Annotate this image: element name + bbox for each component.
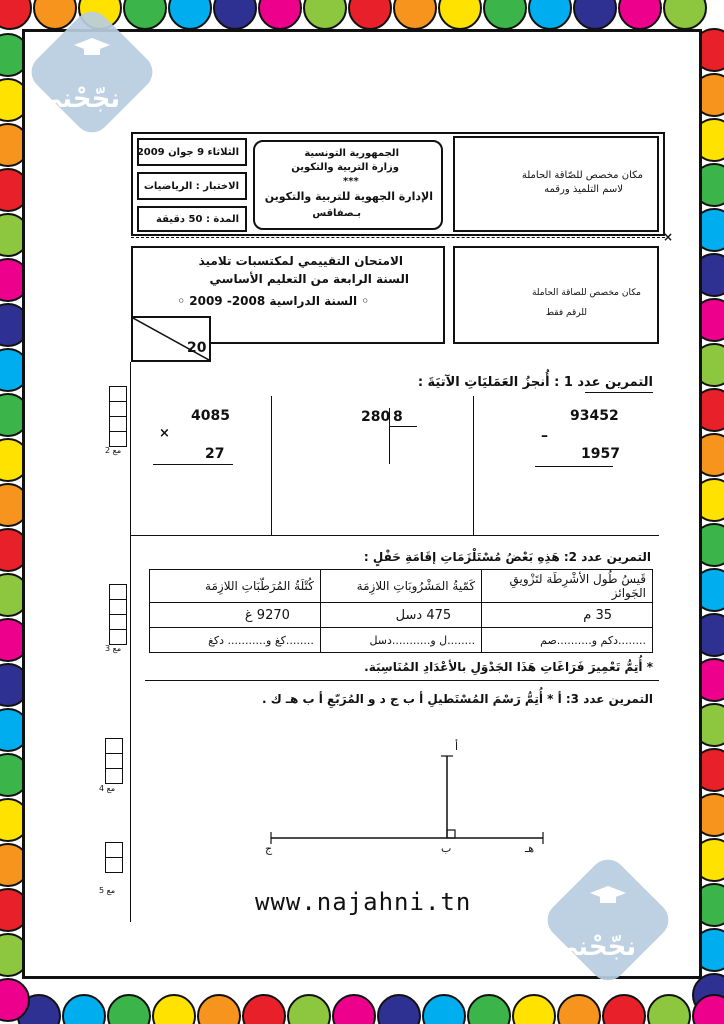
title-line2: السنة الرابعة من التعليم الأساسي <box>209 272 409 286</box>
border-dot <box>484 0 526 29</box>
website-url[interactable]: www.najahni.tn <box>255 888 472 916</box>
border-dot <box>529 0 571 29</box>
exercise1-underline <box>585 392 653 393</box>
border-dot <box>394 0 436 29</box>
subject-box <box>137 172 247 200</box>
border-dot <box>169 0 211 29</box>
border-dot <box>603 995 645 1024</box>
logo-text-bottom: نجّحْني <box>552 932 637 962</box>
table-row <box>150 628 653 653</box>
table-header-row <box>150 570 653 603</box>
border-dot <box>108 995 150 1024</box>
title-line3: ◦ السنة الدراسية 2008- 2009 ◦ <box>177 294 369 308</box>
border-dot <box>153 995 195 1024</box>
exercise3-title: التمرين عدد 3: أ * أُتِمُّ رَسْمَ المُسْتَطيلِ أ ب ج د و المُرَبّعِ أ ب هـ ك . <box>261 692 653 706</box>
grade-label-ex3b: مع 5 <box>99 886 116 895</box>
ex1-divider-left <box>271 396 272 536</box>
border-dot <box>664 0 706 29</box>
ministry-label: وزارة التربية والتكوين <box>291 162 399 173</box>
exercise1-title: التمرين عدد 1 : أُنجزُ العَمَليَاتِ الآتيَةَ : <box>417 375 653 390</box>
cut-line <box>131 237 665 238</box>
title-line1: الامتحان التقييمي لمكتسبات تلاميذ <box>198 254 403 268</box>
border-dot <box>378 995 420 1024</box>
sticker-bottom-line2: للرقم فقط <box>545 308 587 318</box>
table-header-cell: قَيسُ طُول الأشْرِطَة لتَزْويقِ الجَوائز <box>482 570 653 603</box>
sticker-top-line2: لاسم التلميذ ورقمه <box>544 184 623 195</box>
exam-subject: الاختبار : الرياضيات <box>143 181 239 192</box>
point-c-label: ج <box>265 842 273 855</box>
table-cell: 35 م <box>482 603 653 628</box>
administration-box <box>253 140 443 230</box>
border-dot <box>574 0 616 29</box>
grade-label-ex3a: مع 4 <box>99 784 116 793</box>
date-box <box>137 138 247 166</box>
stars-label: *** <box>343 176 359 187</box>
exercise2-instruction: * أُتِمُّ تَعْمِيرَ فَرَاغَاتِ هَذَا الجَدْوَلِ بالأعْدَادِ المُنَاسِبَة. <box>364 660 653 674</box>
table-row <box>150 603 653 628</box>
op2-divisor: 8 <box>393 409 403 425</box>
op3-top: 4085 <box>191 408 230 424</box>
ex1-divider-right <box>473 396 474 536</box>
name-sticker-box <box>453 136 659 232</box>
border-dot <box>619 0 661 29</box>
number-sticker-box <box>453 246 659 344</box>
op3-result-line <box>153 464 233 465</box>
border-dot <box>349 0 391 29</box>
margin-line <box>130 362 131 922</box>
table-cell: 475 دسل <box>320 603 481 628</box>
table-cell[interactable]: ........دكم و..........صم <box>482 628 653 653</box>
exam-date: الثلاثاء 9 جوان 2009 <box>136 147 239 158</box>
table-cell[interactable]: ........كغ و........... دكغ <box>150 628 321 653</box>
ex1-bottom-line <box>131 535 659 536</box>
table-cell[interactable]: ........ل و...........دسل <box>320 628 481 653</box>
border-dot <box>214 0 256 29</box>
exercise3-figure <box>261 748 555 858</box>
sticker-bottom-line1: مكان مخصص للصاقة الحاملة <box>531 288 641 298</box>
border-dot <box>648 995 690 1024</box>
grade-box-ex3a <box>105 738 123 784</box>
border-dot <box>423 995 465 1024</box>
op3-bottom: 27 <box>205 446 225 462</box>
logo-text-top: نجّحْني <box>36 84 121 114</box>
city-label: بـصفاقس <box>312 208 361 219</box>
table-header-cell: كُتْلَةُ المُرَطّبَاتِ اللازِمَة <box>150 570 321 603</box>
border-dot <box>558 995 600 1024</box>
op3-sign: × <box>159 426 170 441</box>
point-h-label: هـ <box>525 842 535 855</box>
border-dot <box>333 995 375 1024</box>
op1-bottom: 1957 <box>581 446 620 462</box>
border-dot <box>0 0 31 29</box>
table-header-cell: كَمّيةُ المَشْرُوبَاتِ اللازِمَة <box>320 570 481 603</box>
op1-sign: – <box>541 428 548 444</box>
grade-box-ex3b <box>105 842 123 873</box>
grade-label-ex1: مع 2 <box>105 446 122 455</box>
border-dot <box>288 995 330 1024</box>
ex2-bottom-line <box>145 680 659 681</box>
graduation-cap-icon <box>72 36 112 58</box>
exam-sheet <box>22 29 702 979</box>
border-dot <box>513 995 555 1024</box>
op2-division-vertical <box>389 408 390 464</box>
score-box <box>131 316 211 362</box>
cut-mark: × <box>663 230 674 244</box>
border-dot <box>468 995 510 1024</box>
exercise2-table <box>149 569 653 653</box>
op2-dividend: 280 <box>361 409 391 425</box>
point-b-label: ب <box>441 842 452 855</box>
republic-label: الجمهورية التونسية <box>304 148 399 159</box>
table-cell: 9270 غ <box>150 603 321 628</box>
border-dot <box>259 0 301 29</box>
op1-top: 93452 <box>570 408 619 424</box>
border-dot <box>63 995 105 1024</box>
graduation-cap-icon <box>588 884 628 906</box>
border-dot <box>243 995 285 1024</box>
score-total: 20 <box>187 340 207 356</box>
sticker-top-line1: مكان مخصص للصّاقة الحاملة <box>521 170 643 181</box>
regional-label: الإدارة الجهوية للتربية والتكوين <box>264 190 433 203</box>
op1-result-line <box>535 466 613 467</box>
grade-box-ex1 <box>109 386 127 447</box>
duration-box <box>137 206 247 232</box>
grade-label-ex2: مع 3 <box>105 644 122 653</box>
border-dot <box>439 0 481 29</box>
grade-box-ex2 <box>109 584 127 645</box>
border-dot <box>304 0 346 29</box>
exercise2-title: التمرين عدد 2: هَذِهِ بَعْضُ مُسْتَلْزَمَاتِ إقَامَةِ حَفْلٍ : <box>363 550 651 564</box>
exam-duration: المدة : 50 دقيقة <box>156 214 239 225</box>
op2-division-horizontal <box>389 426 417 427</box>
point-a-label: أ <box>455 740 459 753</box>
border-dot <box>124 0 166 29</box>
border-dot <box>198 995 240 1024</box>
